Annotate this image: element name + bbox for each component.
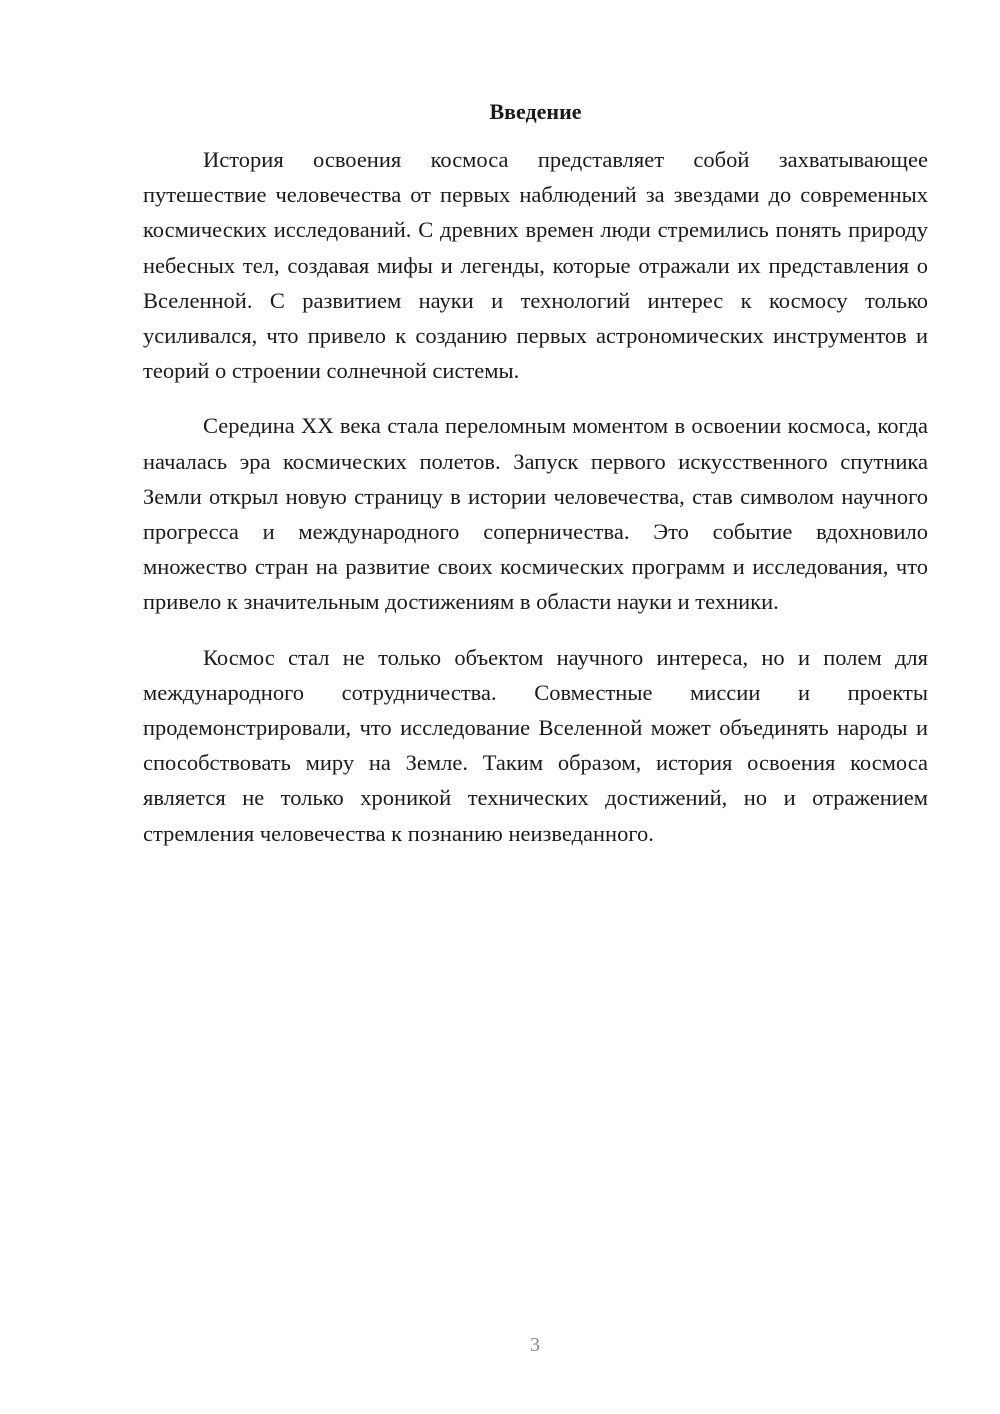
document-title: Введение xyxy=(489,99,582,124)
document-body xyxy=(143,142,928,871)
paragraph-1: История освоения космоса представляет собой захватывающее путешествие человечества от первых наблюдений за звездами до современных космических исследований. С древних времен люди стремились понять природу небесных тел, создавая мифы и легенды, которые отражали их представления о Вселенной. С развитием науки и технологий интерес к космосу только усиливался, что привело к созданию первых астрономических инструментов и теорий о строении солнечной системы. xyxy=(143,147,928,384)
page-number: 3 xyxy=(530,1334,540,1356)
paragraph-2: Середина XX века стала переломным моментом в освоении космоса, когда началась эра космических полетов. Запуск первого искусственного спутника Земли открыл новую страницу в истории человечества, став символом научного прогресса и международного соперничества. Это событие вдохновило множество стран на развитие своих космических программ и исследования, что привело к значительным достижениям в области науки и техники. xyxy=(143,413,928,615)
paragraph-3: Космос стал не только объектом научного интереса, но и полем для международного сотрудничества. Совместные миссии и проекты продемонстрировали, что исследование Вселенной может объединять народы и способствовать миру на Земле. Таким образом, история освоения космоса является не только хроникой технических достижений, но и отражением стремления человечества к познанию неизведанного. xyxy=(143,644,928,846)
